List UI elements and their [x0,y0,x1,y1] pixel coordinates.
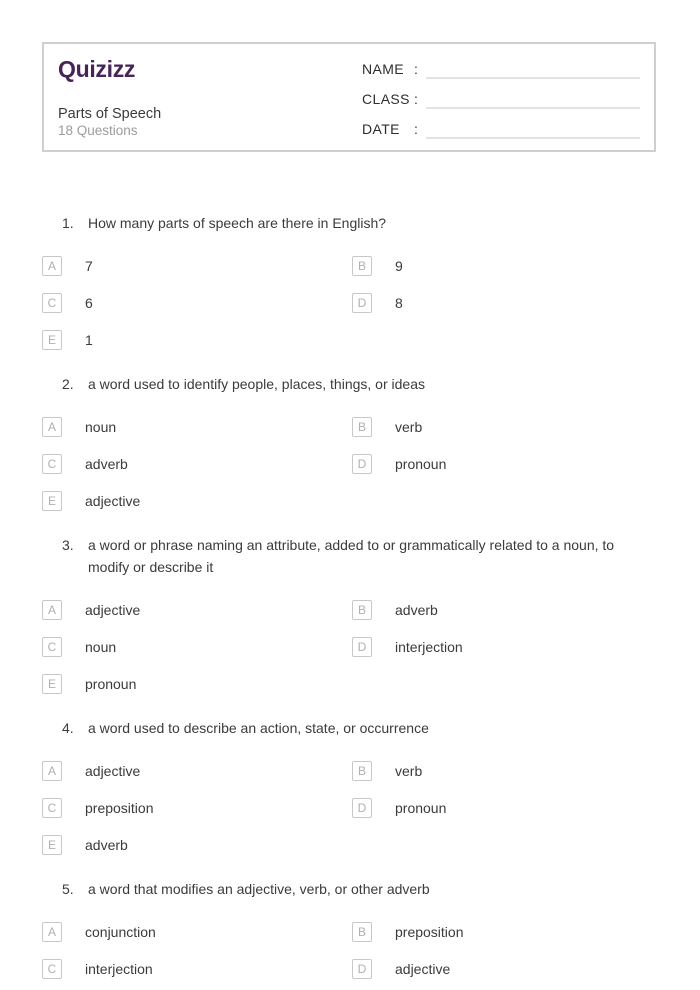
option-letter-box [42,835,62,855]
header-left [44,44,362,150]
question-text: a word that modifies an adjective, verb, or other adverb [88,881,430,897]
date-colon: : [414,121,418,137]
options-grid [42,600,658,694]
question-list [42,212,658,990]
question-line [42,878,658,900]
date-label: DATE [362,121,400,137]
option-row [42,330,352,350]
option-row [42,761,352,781]
class-colon: : [414,91,418,107]
option-label: conjunction [85,924,156,940]
option-label: noun [85,419,117,435]
worksheet-question-count: 18 Questions [58,123,138,139]
option-letter-box [42,674,62,694]
option-label: adjective [85,763,141,779]
option-letter-box [352,293,372,313]
option-label: adjective [85,602,141,618]
option-label: 9 [395,258,403,274]
question-line [42,373,658,395]
quizizz-logo: Quizizz [58,56,136,82]
option-row [42,600,352,620]
option-label: adjective [85,493,141,509]
option-label: preposition [395,924,464,940]
option-label: verb [395,763,423,779]
question-item [42,878,658,979]
option-letter: E [47,677,56,691]
option-letter: A [47,259,56,273]
option-letter: A [47,925,56,939]
option-label: adjective [395,961,451,977]
option-letter: E [47,838,56,852]
option-row [42,454,352,474]
option-letter: D [357,457,367,471]
option-letter-box [42,256,62,276]
option-letter-box [352,454,372,474]
option-row [352,637,658,657]
option-row [352,293,658,313]
option-letter-box [42,761,62,781]
option-label: 1 [85,332,93,348]
option-letter-box [352,959,372,979]
option-letter: D [357,801,367,815]
question-line [42,717,658,739]
option-row [352,256,658,276]
option-letter: B [357,925,366,939]
name-colon: : [414,61,418,77]
class-blank-line [426,79,640,109]
option-label: 6 [85,295,93,311]
option-label: noun [85,639,117,655]
option-letter-box [352,637,372,657]
option-letter-box [352,798,372,818]
option-row [42,637,352,657]
option-row [42,417,352,437]
option-letter-box [352,256,372,276]
question-item [42,534,658,694]
option-label: preposition [85,800,154,816]
option-label: adverb [85,456,128,472]
class-label: CLASS [362,91,410,107]
options-grid [42,256,658,350]
option-letter: B [357,420,366,434]
question-text: a word or phrase naming an attribute, added to or grammatically related to a noun, to modify or describe it [88,537,615,575]
option-letter: E [47,333,56,347]
option-letter: D [357,962,367,976]
name-blank-line [426,49,640,79]
question-number: 5. [62,881,74,897]
question-line [42,534,658,578]
option-letter-box [42,454,62,474]
option-row [42,491,352,511]
question-item [42,373,658,511]
option-row [352,417,658,437]
option-label: pronoun [85,676,137,692]
option-label: interjection [395,639,463,655]
question-line [42,212,658,234]
option-row [352,959,658,979]
option-label: verb [395,419,423,435]
option-letter-box [42,798,62,818]
option-letter: C [47,457,57,471]
date-field-row [362,109,640,139]
option-row [352,798,658,818]
option-letter-box [42,959,62,979]
question-text: How many parts of speech are there in English? [88,215,387,231]
option-letter-box [42,491,62,511]
date-blank-line [426,109,640,139]
option-label: 7 [85,258,93,274]
options-grid [42,761,658,855]
option-row [352,761,658,781]
option-row [42,835,352,855]
option-label: 8 [395,295,403,311]
question-item [42,717,658,855]
option-row [352,600,658,620]
option-row [42,798,352,818]
option-letter-box [42,600,62,620]
title-block [58,105,362,140]
option-label: adverb [85,837,128,853]
option-row [42,922,352,942]
header-fields [362,44,654,150]
option-letter-box [42,293,62,313]
class-field-row [362,79,640,109]
question-text: a word used to identify people, places, things, or ideas [88,376,425,392]
name-label: NAME [362,61,405,77]
question-item [42,212,658,350]
option-letter-box [42,330,62,350]
option-label: interjection [85,961,153,977]
option-letter: C [47,801,57,815]
option-letter: A [47,603,56,617]
option-letter: B [357,764,366,778]
question-number: 4. [62,720,74,736]
option-letter-box [352,922,372,942]
question-number: 3. [62,537,74,553]
option-row [352,922,658,942]
question-number: 1. [62,215,74,231]
options-grid [42,417,658,511]
option-letter: D [357,640,367,654]
question-text: a word used to describe an action, state, or occurrence [88,720,429,736]
option-letter-box [352,417,372,437]
option-label: adverb [395,602,438,618]
option-letter: B [357,259,366,273]
option-letter: A [47,420,56,434]
option-letter: C [47,296,57,310]
worksheet-header-box [42,42,656,152]
option-letter-box [42,922,62,942]
option-letter: B [357,603,366,617]
option-letter: C [47,962,57,976]
option-row [352,454,658,474]
option-label: pronoun [395,800,447,816]
option-row [42,293,352,313]
name-field-row [362,49,640,79]
options-grid [42,922,658,979]
option-row [42,959,352,979]
option-label: pronoun [395,456,447,472]
question-number: 2. [62,376,74,392]
option-row [42,674,352,694]
option-letter: E [47,494,56,508]
option-letter-box [42,637,62,657]
option-letter-box [352,761,372,781]
option-letter-box [42,417,62,437]
option-letter-box [352,600,372,620]
worksheet-title: Parts of Speech [58,106,162,122]
option-letter: A [47,764,56,778]
option-row [42,256,352,276]
option-letter: D [357,296,367,310]
option-letter: C [47,640,57,654]
